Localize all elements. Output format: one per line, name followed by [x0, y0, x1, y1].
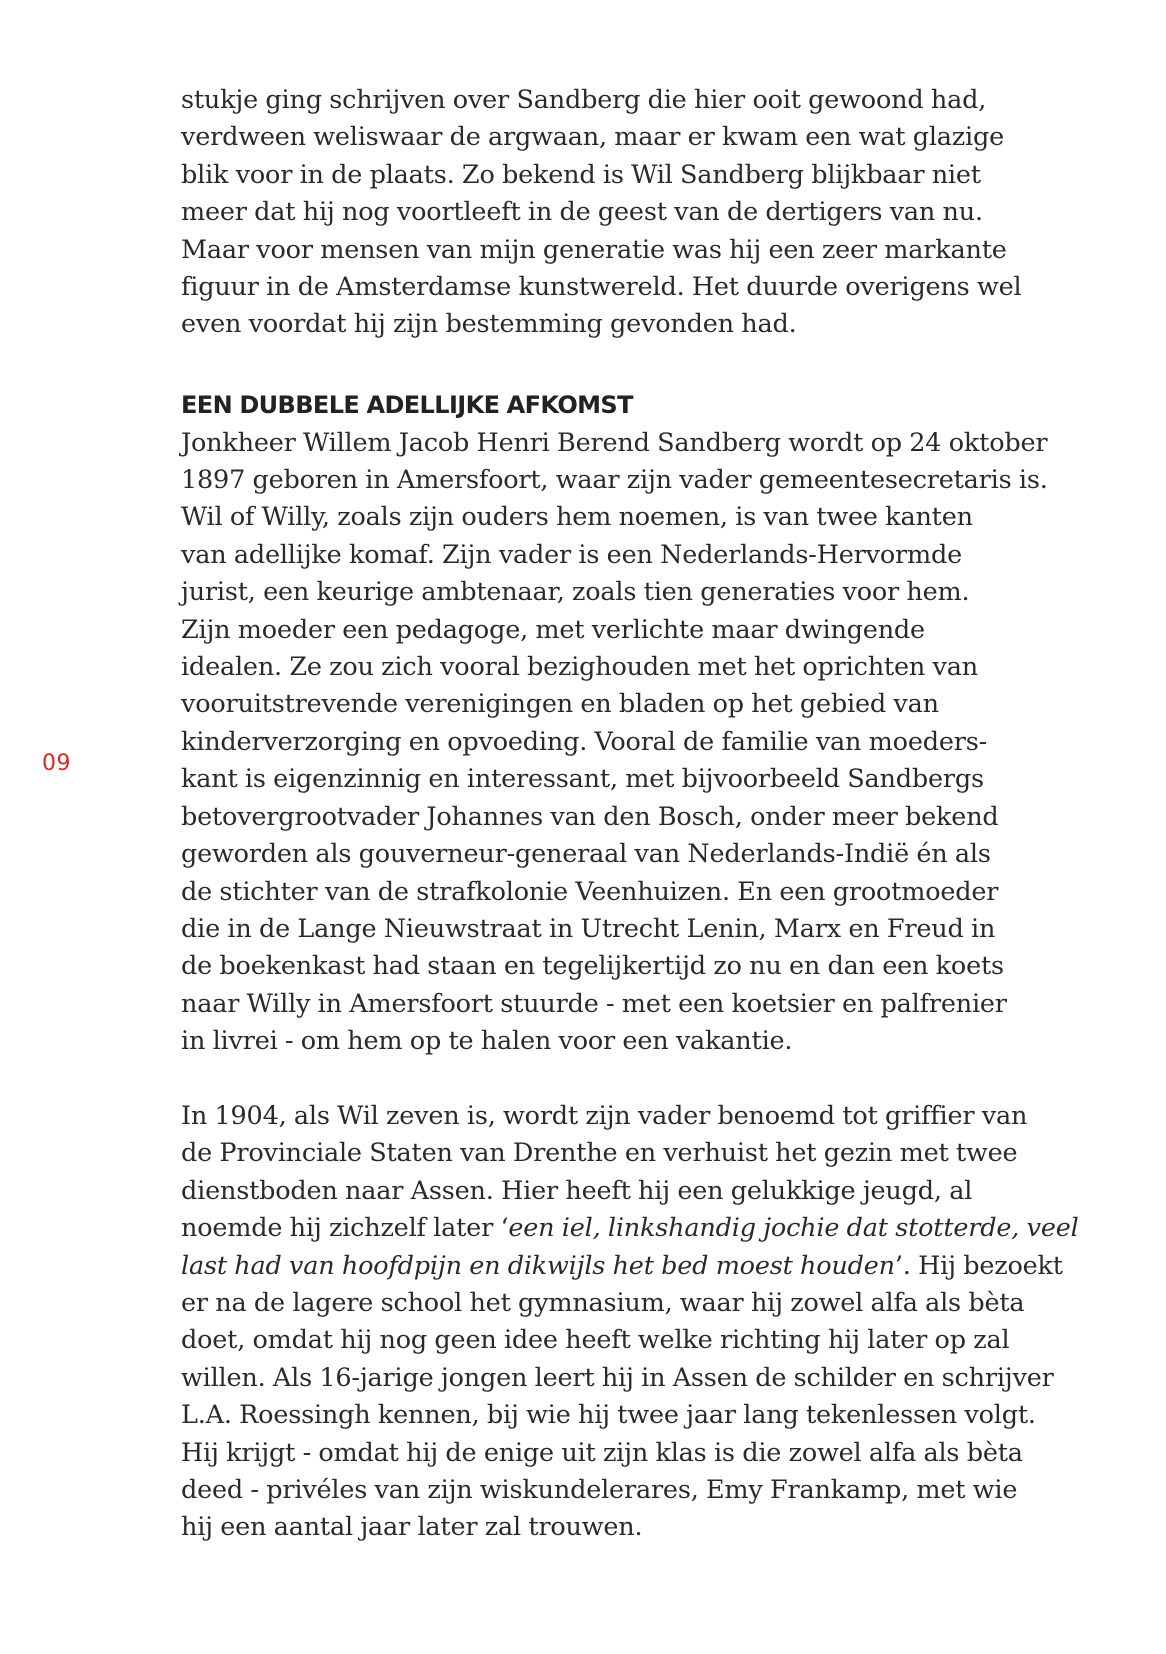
text-line: van adellijke komaf. Zijn vader is een Nederlands-Hervormde — [181, 539, 962, 570]
quote-fragment: een iel, linkshandig jochie dat stotterde, veel — [508, 1213, 1079, 1244]
text-line: die in de Lange Nieuwstraat in Utrecht Lenin, Marx en Freud in — [181, 913, 996, 944]
quote-fragment: last had van hoofdpijn en dikwijls het bed moest houden — [181, 1250, 895, 1281]
text-line: de boekenkast had staan en tegelijkertijd zo nu en dan een koets — [181, 951, 1004, 982]
text-line: naar Willy in Amersfoort stuurde - met een koetsier en palfrenier — [181, 988, 1007, 1019]
intro-paragraph — [181, 82, 1061, 344]
text-line: de Provinciale Staten van Drenthe en verhuist het gezin met twee — [181, 1138, 1018, 1169]
text-line: vooruitstrevende verenigingen en bladen op het gebied van — [181, 689, 939, 720]
text-line: verdween weliswaar de argwaan, maar er kwam een wat glazige — [181, 122, 1005, 153]
text-line: Wil of Willy, zoals zijn ouders hem noemen, is van twee kanten — [181, 502, 973, 533]
text-line: hij een aantal jaar later zal trouwen. — [181, 1512, 643, 1543]
text-line: geworden als gouverneur-generaal van Nederlands-Indië én als — [181, 839, 991, 870]
text-line: de stichter van de strafkolonie Veenhuizen. En een grootmoeder — [181, 876, 999, 907]
paragraph-spacer — [181, 1061, 1061, 1098]
body-paragraph-2 — [181, 1098, 1079, 1547]
text-fragment: ’. Hij bezoekt — [894, 1250, 1063, 1281]
text-line: even voordat hij zijn bestemming gevonden had. — [181, 309, 797, 340]
text-line: Zijn moeder een pedagoge, met verlichte maar dwingende — [181, 614, 925, 645]
paragraph-spacer — [181, 344, 1061, 381]
text-line: kant is eigenzinnig en interessant, met bijvoorbeeld Sandbergs — [181, 764, 984, 795]
body-paragraph-1 — [181, 425, 1061, 1061]
text-line: dienstboden naar Assen. Hier heeft hij een gelukkige jeugd, al — [181, 1175, 973, 1206]
text-line — [181, 1210, 1079, 1247]
text-line: in livrei - om hem op te halen voor een vakantie. — [181, 1026, 793, 1057]
text-line: blik voor in de plaats. Zo bekend is Wil Sandberg blijkbaar niet — [181, 159, 981, 190]
text-line: meer dat hij nog voortleeft in de geest van de dertigers van nu. — [181, 197, 983, 228]
text-line: Jonkheer Willem Jacob Henri Berend Sandberg wordt op 24 oktober — [181, 427, 1048, 458]
text-line: doet, omdat hij nog geen idee heeft welke richting hij later op zal — [181, 1325, 1010, 1356]
text-column — [181, 82, 1079, 1547]
text-fragment: noemde hij zichzelf later ‘ — [181, 1213, 509, 1244]
text-line: jurist, een keurige ambtenaar, zoals tien generaties voor hem. — [181, 577, 970, 608]
text-line: In 1904, als Wil zeven is, wordt zijn vader benoemd tot griffier van — [181, 1100, 1028, 1131]
text-line: er na de lagere school het gymnasium, waar hij zowel alfa als bèta — [181, 1287, 1025, 1318]
text-line: idealen. Ze zou zich vooral bezighouden met het oprichten van — [181, 652, 978, 683]
text-line: Hij krijgt - omdat hij de enige uit zijn klas is die zowel alfa als bèta — [181, 1437, 1023, 1468]
text-line: betovergrootvader Johannes van den Bosch, onder meer bekend — [181, 801, 999, 832]
text-line: kinderverzorging en opvoeding. Vooral de familie van moeders- — [181, 726, 988, 757]
text-line: figuur in de Amsterdamse kunstwereld. Het duurde overigens wel — [181, 272, 1022, 303]
text-line: willen. Als 16-jarige jongen leert hij in Assen de schilder en schrijver — [181, 1362, 1054, 1393]
text-line: L.A. Roessingh kennen, bij wie hij twee jaar lang tekenlessen volgt. — [181, 1400, 1036, 1431]
text-line: deed - privéles van zijn wiskundelerares, Emy Frankamp, met wie — [181, 1475, 1018, 1505]
text-line: Maar voor mensen van mijn generatie was hij een zeer markante — [181, 234, 1007, 265]
text-line: stukje ging schrijven over Sandberg die hier ooit gewoond had, — [181, 85, 987, 115]
text-line — [181, 1248, 1061, 1285]
section-heading: EEN DUBBELE ADELLIJKE AFKOMST — [181, 391, 633, 420]
page-number: 09 — [42, 751, 71, 776]
text-line: 1897 geboren in Amersfoort, waar zijn vader gemeentesecretaris is. — [181, 465, 1048, 496]
